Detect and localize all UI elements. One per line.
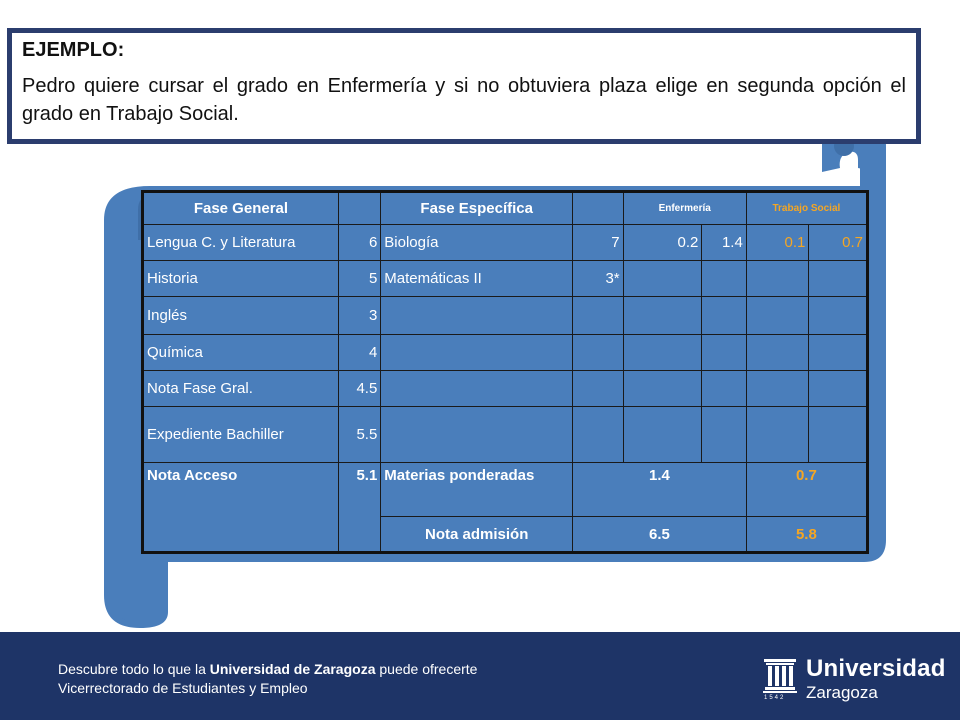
header-fase-general: Fase General (143, 192, 339, 225)
header-enfermeria: Enfermería (623, 192, 746, 225)
university-name: Universidad de Zaragoza (209, 661, 376, 677)
subject-cell: Expediente Bachiller (143, 407, 339, 463)
grade-cell: 3 (338, 297, 380, 335)
example-text: Pedro quiere cursar el grado en Enfermería y si no obtuviera plaza elige en segunda opción el grado en Trabajo Social. (22, 75, 906, 125)
ts-points-cell: 0.7 (809, 225, 868, 261)
building-icon (762, 655, 802, 699)
subject-cell: Lengua C. y Literatura (143, 225, 339, 261)
ponderadas-label: Materias ponderadas (381, 463, 573, 517)
admision-enf: 6.5 (573, 517, 747, 553)
enf-weight-cell: 0.2 (623, 225, 702, 261)
grades-table (141, 190, 869, 554)
logo-year: 1542 (764, 695, 786, 701)
footer-tagline: Descubre todo lo que la Universidad de Zaragoza puede ofrecerte (58, 661, 478, 677)
logo-zaragoza: Zaragoza (806, 683, 878, 702)
admision-ts: 5.8 (746, 517, 867, 553)
nota-acceso-label: Nota Acceso (143, 463, 339, 553)
grade-cell: 4.5 (338, 371, 380, 407)
subject-cell: Nota Fase Gral. (143, 371, 339, 407)
subject-cell: Historia (143, 261, 339, 297)
subject-cell: Inglés (143, 297, 339, 335)
header-fase-especifica: Fase Específica (381, 192, 573, 225)
logo-universidad: Universidad (806, 655, 946, 682)
grade-cell: 6 (338, 225, 380, 261)
table-row (143, 371, 868, 407)
header-trabajo-social: Trabajo Social (746, 192, 867, 225)
example-box (7, 28, 921, 144)
university-logo[interactable] (762, 653, 946, 705)
table-row (143, 407, 868, 463)
header-row (143, 192, 868, 225)
grade-cell: 4 (338, 335, 380, 371)
table-row (143, 225, 868, 261)
table-row (143, 297, 868, 335)
esp-grade-cell: 3* (573, 261, 623, 297)
example-title: EJEMPLO: (22, 39, 125, 61)
esp-grade-cell: 7 (573, 225, 623, 261)
nota-acceso-value: 5.1 (338, 463, 380, 553)
table-row (143, 261, 868, 297)
subject-cell: Química (143, 335, 339, 371)
acceso-row (143, 463, 868, 517)
admision-label: Nota admisión (381, 517, 573, 553)
enf-points-cell: 1.4 (702, 225, 746, 261)
ts-weight-cell: 0.1 (746, 225, 809, 261)
footer-department: Vicerrectorado de Estudiantes y Empleo (58, 680, 308, 696)
grade-cell: 5 (338, 261, 380, 297)
ponderadas-enf: 1.4 (573, 463, 747, 517)
esp-subject-cell: Matemáticas II (381, 261, 573, 297)
grade-cell: 5.5 (338, 407, 380, 463)
footer (0, 632, 960, 720)
ponderadas-ts: 0.7 (746, 463, 867, 517)
table-row (143, 335, 868, 371)
esp-subject-cell: Biología (381, 225, 573, 261)
